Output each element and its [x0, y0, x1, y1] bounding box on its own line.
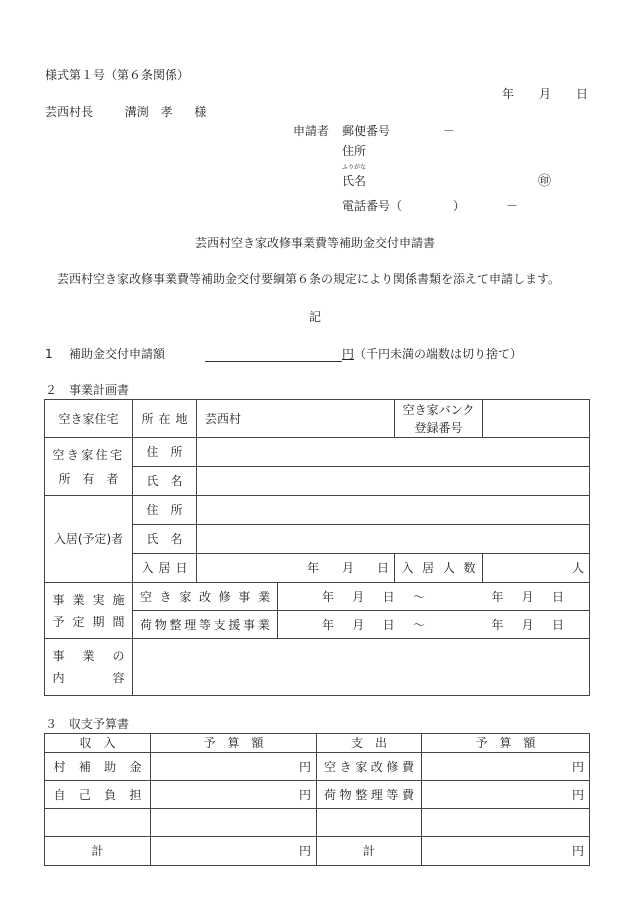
- owner-label-line1: 空き家住宅: [52, 447, 125, 462]
- period-year: 年: [322, 589, 335, 604]
- table-row: [45, 837, 590, 866]
- move-in-day: 日: [376, 561, 389, 575]
- income-total-amount[interactable]: 円: [151, 837, 317, 866]
- date-month-label: 月: [538, 87, 551, 101]
- phone-label: 電話番号（: [342, 199, 403, 213]
- owner-address-cell[interactable]: [197, 438, 590, 467]
- section3-heading: ３ 収支予算書: [45, 717, 130, 731]
- content-label: 事 業 の 内 容: [45, 639, 133, 696]
- date-year-label: 年: [502, 87, 515, 101]
- amount-underline: [205, 361, 342, 362]
- phone-close: ）: [453, 199, 466, 213]
- period-day: 日: [382, 589, 395, 604]
- expense-header: 支 出: [317, 734, 422, 753]
- table-row: [45, 781, 590, 809]
- business-plan-table: [44, 399, 590, 696]
- cleanup-cost-amount[interactable]: 円: [422, 781, 590, 809]
- move-in-month: 月: [341, 561, 354, 575]
- table-row: [45, 583, 590, 611]
- residents-count-cell[interactable]: 人: [483, 554, 590, 583]
- postal-code-label: 郵便番号: [342, 124, 391, 138]
- table-row: [45, 438, 590, 467]
- expense-total-amount[interactable]: 円: [422, 837, 590, 866]
- owner-address-label: 住 所: [133, 438, 197, 467]
- move-in-date-label: 入 居 日: [133, 554, 197, 583]
- name-label: 氏名: [342, 174, 367, 188]
- table-row: [45, 809, 590, 837]
- resident-name-cell[interactable]: [197, 525, 590, 554]
- move-in-date-cell[interactable]: [197, 554, 395, 583]
- addressee-name: 溝渕 孝: [124, 105, 173, 119]
- self-pay-label: 自 己 負 担: [45, 781, 151, 809]
- section1-label: 補助金交付申請額: [69, 347, 166, 361]
- cleanup-period-cell[interactable]: [278, 611, 590, 639]
- income-budget-header: 予 算 額: [151, 734, 317, 753]
- period-tilde: ～: [412, 617, 425, 632]
- blank-income-amount[interactable]: [151, 809, 317, 837]
- self-pay-amount[interactable]: 円: [151, 781, 317, 809]
- akiya-bank-number-cell[interactable]: [483, 400, 590, 438]
- postal-code-dash: －: [443, 124, 456, 138]
- cleanup-label: 荷 物 整 理 等 支 援 事 業: [133, 611, 278, 639]
- period-day: 日: [551, 617, 564, 632]
- resident-address-label: 住 所: [133, 496, 197, 525]
- akiya-bank-label-line1: 空き家バンク: [402, 402, 475, 417]
- period-month: 月: [352, 617, 365, 632]
- period-month: 月: [521, 617, 534, 632]
- address-label: 住所: [342, 144, 367, 158]
- resident-name-label: 氏 名: [133, 525, 197, 554]
- renovation-cost-amount[interactable]: 円: [422, 753, 590, 781]
- village-subsidy-amount[interactable]: 円: [151, 753, 317, 781]
- date-day-label: 日: [575, 87, 588, 101]
- intro-text: 芸西村空き家改修事業費等補助金交付要綱第６条の規定により関係書類を添えて申請します。: [57, 272, 561, 286]
- document-title: 芸西村空き家改修事業費等補助金交付申請書: [194, 236, 435, 250]
- expense-total-label: 計: [317, 837, 422, 866]
- period-month: 月: [521, 589, 534, 604]
- expense-budget-header: 予 算 額: [422, 734, 590, 753]
- date-line: [502, 88, 588, 100]
- period-month: 月: [352, 589, 365, 604]
- period-year: 年: [322, 617, 335, 632]
- applicant-label: 申請者: [293, 124, 330, 138]
- section2-heading: ２ 事業計画書: [45, 383, 130, 397]
- furigana-label: ふりがな: [342, 164, 367, 171]
- section1-number: 1: [45, 347, 53, 361]
- owner-label-line2: 所 有 者: [58, 471, 119, 486]
- section1-note: （千円未満の端数は切り捨て）: [354, 347, 523, 361]
- akiya-bank-label: [395, 400, 483, 438]
- period-tilde: ～: [412, 589, 425, 604]
- table-row: [45, 496, 590, 525]
- budget-table: [44, 733, 590, 866]
- cleanup-cost-label: 荷 物 整 理 等 費: [317, 781, 422, 809]
- blank-expense-amount[interactable]: [422, 809, 590, 837]
- phone-dash: －: [506, 199, 519, 213]
- renovation-period-cell[interactable]: [278, 583, 590, 611]
- residents-count-label: 入 居 人 数: [395, 554, 483, 583]
- table-row: [45, 400, 590, 438]
- table-row: [45, 734, 590, 753]
- seal-mark: ㊞: [538, 174, 552, 189]
- resident-address-cell[interactable]: [197, 496, 590, 525]
- period-label: 事 業 実 施 予 定 期 間: [45, 583, 133, 639]
- resident-label: 入居(予定)者: [45, 496, 133, 583]
- period-day: 日: [382, 617, 395, 632]
- blank-income-label[interactable]: [45, 809, 151, 837]
- village-subsidy-label: 村 補 助 金: [45, 753, 151, 781]
- income-total-label: 計: [45, 837, 151, 866]
- owner-label: [45, 438, 133, 496]
- addressee-honorific: 様: [194, 105, 207, 119]
- owner-name-label: 氏 名: [133, 467, 197, 496]
- akiya-bank-label-line2: 登録番号: [414, 420, 463, 435]
- period-year: 年: [491, 589, 504, 604]
- ki-label: 記: [308, 310, 321, 324]
- content-cell[interactable]: [133, 639, 590, 696]
- table-row: [45, 639, 590, 696]
- akiya-house-label: 空き家住宅: [45, 400, 133, 438]
- location-value: 芸西村: [197, 400, 395, 438]
- renovation-label: 空 き 家 改 修 事 業: [133, 583, 278, 611]
- blank-expense-label[interactable]: [317, 809, 422, 837]
- owner-name-cell[interactable]: [197, 467, 590, 496]
- table-row: [45, 753, 590, 781]
- addressee: [45, 106, 206, 118]
- period-year: 年: [491, 617, 504, 632]
- income-header: 収 入: [45, 734, 151, 753]
- period-day: 日: [551, 589, 564, 604]
- renovation-cost-label: 空 き 家 改 修 費: [317, 753, 422, 781]
- form-number: 様式第１号（第６条関係）: [45, 68, 190, 82]
- move-in-year: 年: [307, 561, 320, 575]
- section1-yen: 円: [342, 347, 355, 361]
- addressee-title: 芸西村長: [45, 105, 94, 119]
- location-label: 所 在 地: [133, 400, 197, 438]
